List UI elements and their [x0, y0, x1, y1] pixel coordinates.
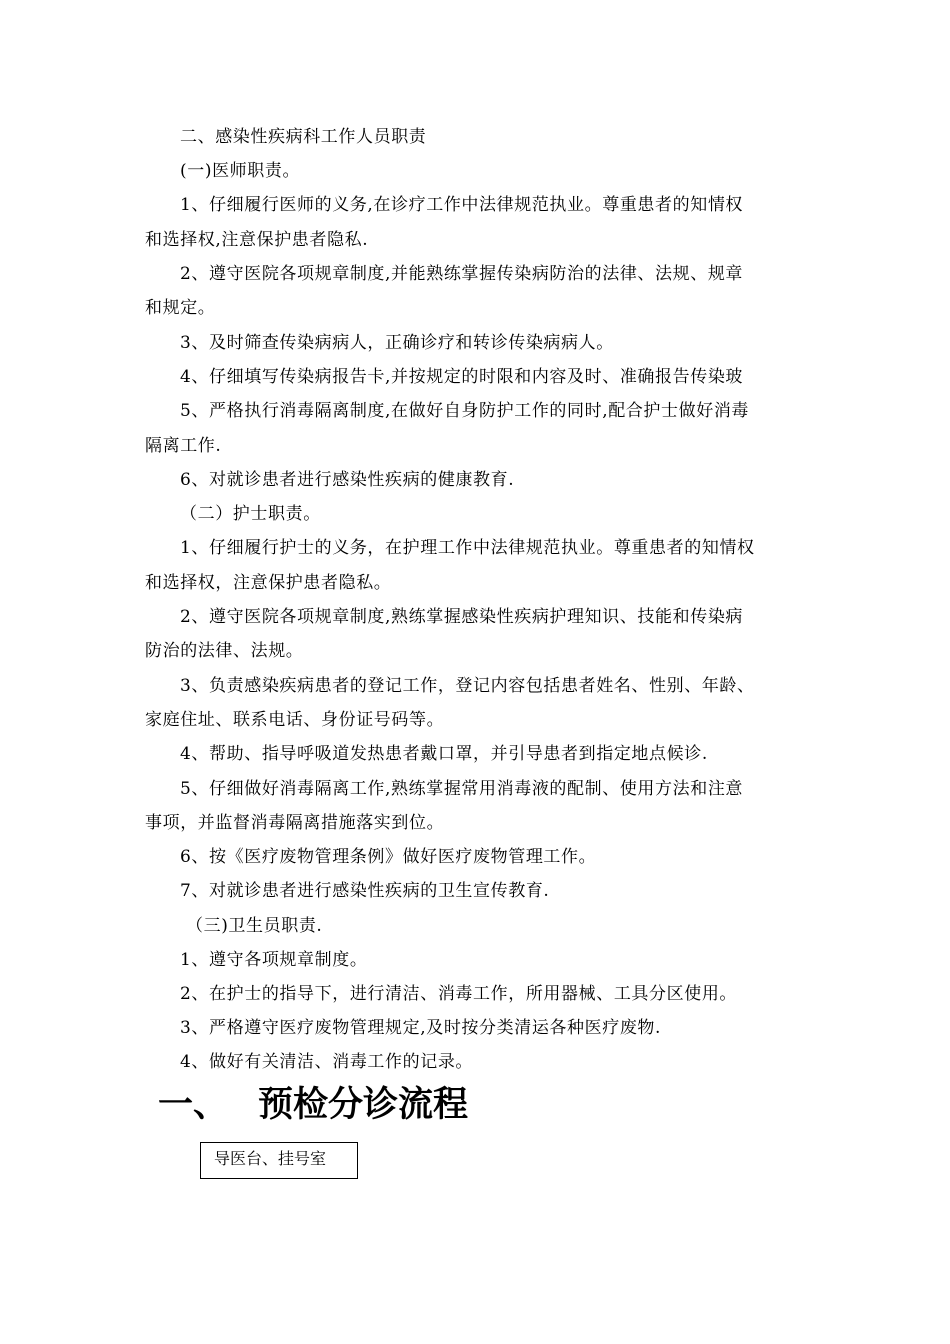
- nurse-item-1-cont: 和选择权，注意保护患者隐私。: [145, 573, 392, 593]
- doctor-item-4: 4、仔细填写传染病报告卡,并按规定的时限和内容及时、准确报告传染玻: [180, 367, 744, 387]
- doctor-item-5: 5、严格执行消毒隔离制度,在做好自身防护工作的同时,配合护士做好消毒: [180, 401, 750, 421]
- doctor-item-2-cont: 和规定。: [145, 298, 216, 318]
- triage-heading-title: 预检分诊流程: [258, 1085, 469, 1125]
- flowchart-box-reception: [200, 1142, 358, 1179]
- triage-heading: [158, 1083, 468, 1127]
- cleaner-item-2: 2、在护士的指导下，进行清洁、消毒工作，所用器械、工具分区使用。: [180, 984, 738, 1004]
- nurse-item-7: 7、对就诊患者进行感染性疾病的卫生宣传教育.: [180, 881, 550, 901]
- nurse-item-2-cont: 防治的法律、法规。: [145, 641, 304, 661]
- cleaner-item-4: 4、做好有关清洁、消毒工作的记录。: [180, 1052, 474, 1072]
- doctor-item-5-cont: 隔离工作.: [145, 436, 222, 456]
- nurse-duties-heading: （二）护士职责。: [180, 504, 321, 524]
- nurse-item-2: 2、遵守医院各项规章制度,熟练掌握感染性疾病护理知识、技能和传染病: [180, 607, 744, 627]
- doctor-item-6: 6、对就诊患者进行感染性疾病的健康教育.: [180, 470, 515, 490]
- nurse-item-4: 4、帮助、指导呼吸道发热患者戴口罩，并引导患者到指定地点候诊.: [180, 744, 708, 764]
- nurse-item-3: 3、负责感染疾病患者的登记工作，登记内容包括患者姓名、性别、年龄、: [180, 676, 755, 696]
- doctor-item-1: 1、仔细履行医师的义务,在诊疗工作中法律规范执业。尊重患者的知情权: [180, 195, 744, 215]
- cleaner-item-3: 3、严格遵守医疗废物管理规定,及时按分类清运各种医疗废物.: [180, 1018, 662, 1038]
- nurse-item-6: 6、按《医疗废物管理条例》做好医疗废物管理工作。: [180, 847, 597, 867]
- nurse-item-5-cont: 事项，并监督消毒隔离措施落实到位。: [145, 813, 445, 833]
- cleaner-item-1: 1、遵守各项规章制度。: [180, 950, 368, 970]
- nurse-item-3-cont: 家庭住址、联系电话、身份证号码等。: [145, 710, 445, 730]
- doctor-duties-heading: (一)医师职责。: [180, 161, 301, 181]
- flowchart-box-label: 导医台、挂号室: [214, 1149, 327, 1168]
- nurse-item-5: 5、仔细做好消毒隔离工作,熟练掌握常用消毒液的配制、使用方法和注意: [180, 779, 744, 799]
- section-title: 二、感染性疾病科工作人员职责: [180, 127, 427, 147]
- doctor-item-3: 3、及时筛查传染病病人，正确诊疗和转诊传染病病人。: [180, 333, 614, 353]
- nurse-item-1: 1、仔细履行护士的义务，在护理工作中法律规范执业。尊重患者的知情权: [180, 538, 755, 558]
- doctor-item-2: 2、遵守医院各项规章制度,并能熟练掌握传染病防治的法律、法规、规章: [180, 264, 744, 284]
- doctor-item-1-cont: 和选择权,注意保护患者隐私.: [145, 230, 369, 250]
- cleaner-duties-heading: （三)卫生员职责.: [186, 916, 323, 936]
- triage-heading-number: 一、: [158, 1085, 229, 1125]
